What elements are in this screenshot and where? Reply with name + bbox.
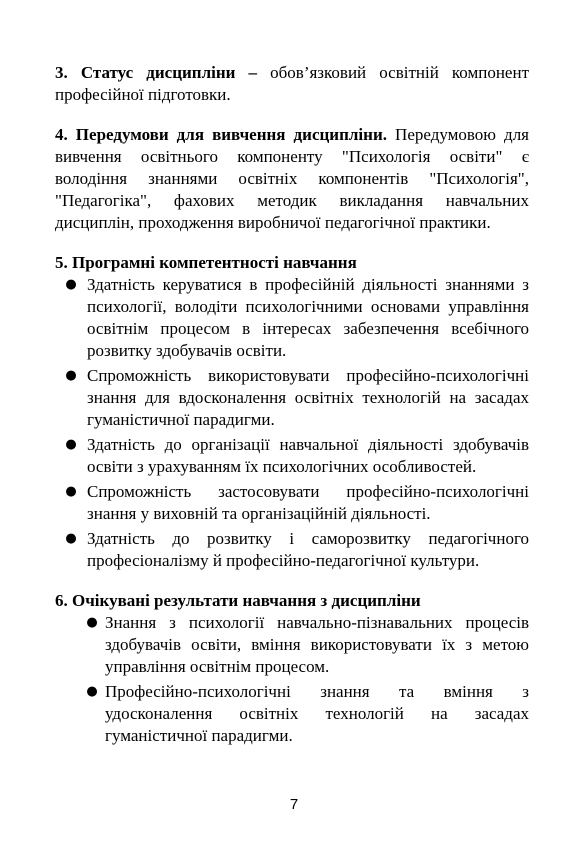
section-4-text: Передумовою для вивчення освітнього компоненту "Психологія освіти" є володіння знаннями освітніх компонентів "Психологія", "Педагогіка", фахових методик викладання навчальних дисциплін, проходження виробничої педагогічної практики. <box>55 125 529 232</box>
section-6-list <box>55 612 529 747</box>
list-item <box>55 481 529 525</box>
bullet-icon: ● <box>65 277 77 292</box>
section-4-heading: 4. Передумови для вивчення дисципліни. <box>55 125 387 144</box>
section-5-list <box>55 274 529 572</box>
list-item-text: Здатність до розвитку і саморозвитку педагогічного професіоналізму й професійно-педагогічної культури. <box>87 529 529 570</box>
section-5-heading: 5. Програмні компетентності навчання <box>55 253 357 272</box>
section-3-paragraph <box>55 62 529 106</box>
section-6-heading: 6. Очікувані результати навчання з дисципліни <box>55 591 421 610</box>
section-3-text: обов’язковий освітній компонент професійної підготовки. <box>55 63 529 104</box>
bullet-icon: ● <box>65 531 77 546</box>
section-3-heading: 3. Статус дисципліни – <box>55 63 258 82</box>
list-item-text: Здатність керуватися в професійній діяльності знаннями з психології, володіти психологічними основами управління освітнім процесом в інтересах забезпечення всебічного розвитку здобувачів освіти. <box>87 275 529 360</box>
bullet-icon: ● <box>65 484 77 499</box>
bullet-icon: ● <box>65 437 77 452</box>
list-item <box>55 434 529 478</box>
list-item <box>55 528 529 572</box>
list-item-text: Професійно-психологічні знання та вміння з удосконалення освітніх технологій на засадах гуманістичної парадигми. <box>105 682 529 745</box>
list-item <box>55 274 529 362</box>
list-item-text: Спроможність використовувати професійно-психологічні знання для вдосконалення освітніх технологій на засадах гуманістичної парадигми. <box>87 366 529 429</box>
list-item <box>55 681 529 747</box>
bullet-icon: ● <box>65 368 77 383</box>
document-page <box>55 62 529 747</box>
list-item <box>55 612 529 678</box>
list-item-text: Здатність до організації навчальної діяльності здобувачів освіти з урахуванням їх психологічних особливостей. <box>87 435 529 476</box>
list-item-text: Знання з психології навчально-пізнавальних процесів здобувачів освіти, вміння використовувати їх з метою управління освітнім процесом. <box>105 613 529 676</box>
list-item-text: Спроможність застосовувати професійно-психологічні знання у виховній та організаційній діяльності. <box>87 482 529 523</box>
list-item <box>55 365 529 431</box>
section-4-paragraph <box>55 124 529 234</box>
bullet-icon: ● <box>86 684 98 699</box>
bullet-icon: ● <box>86 615 98 630</box>
page-number: 7 <box>289 796 299 813</box>
